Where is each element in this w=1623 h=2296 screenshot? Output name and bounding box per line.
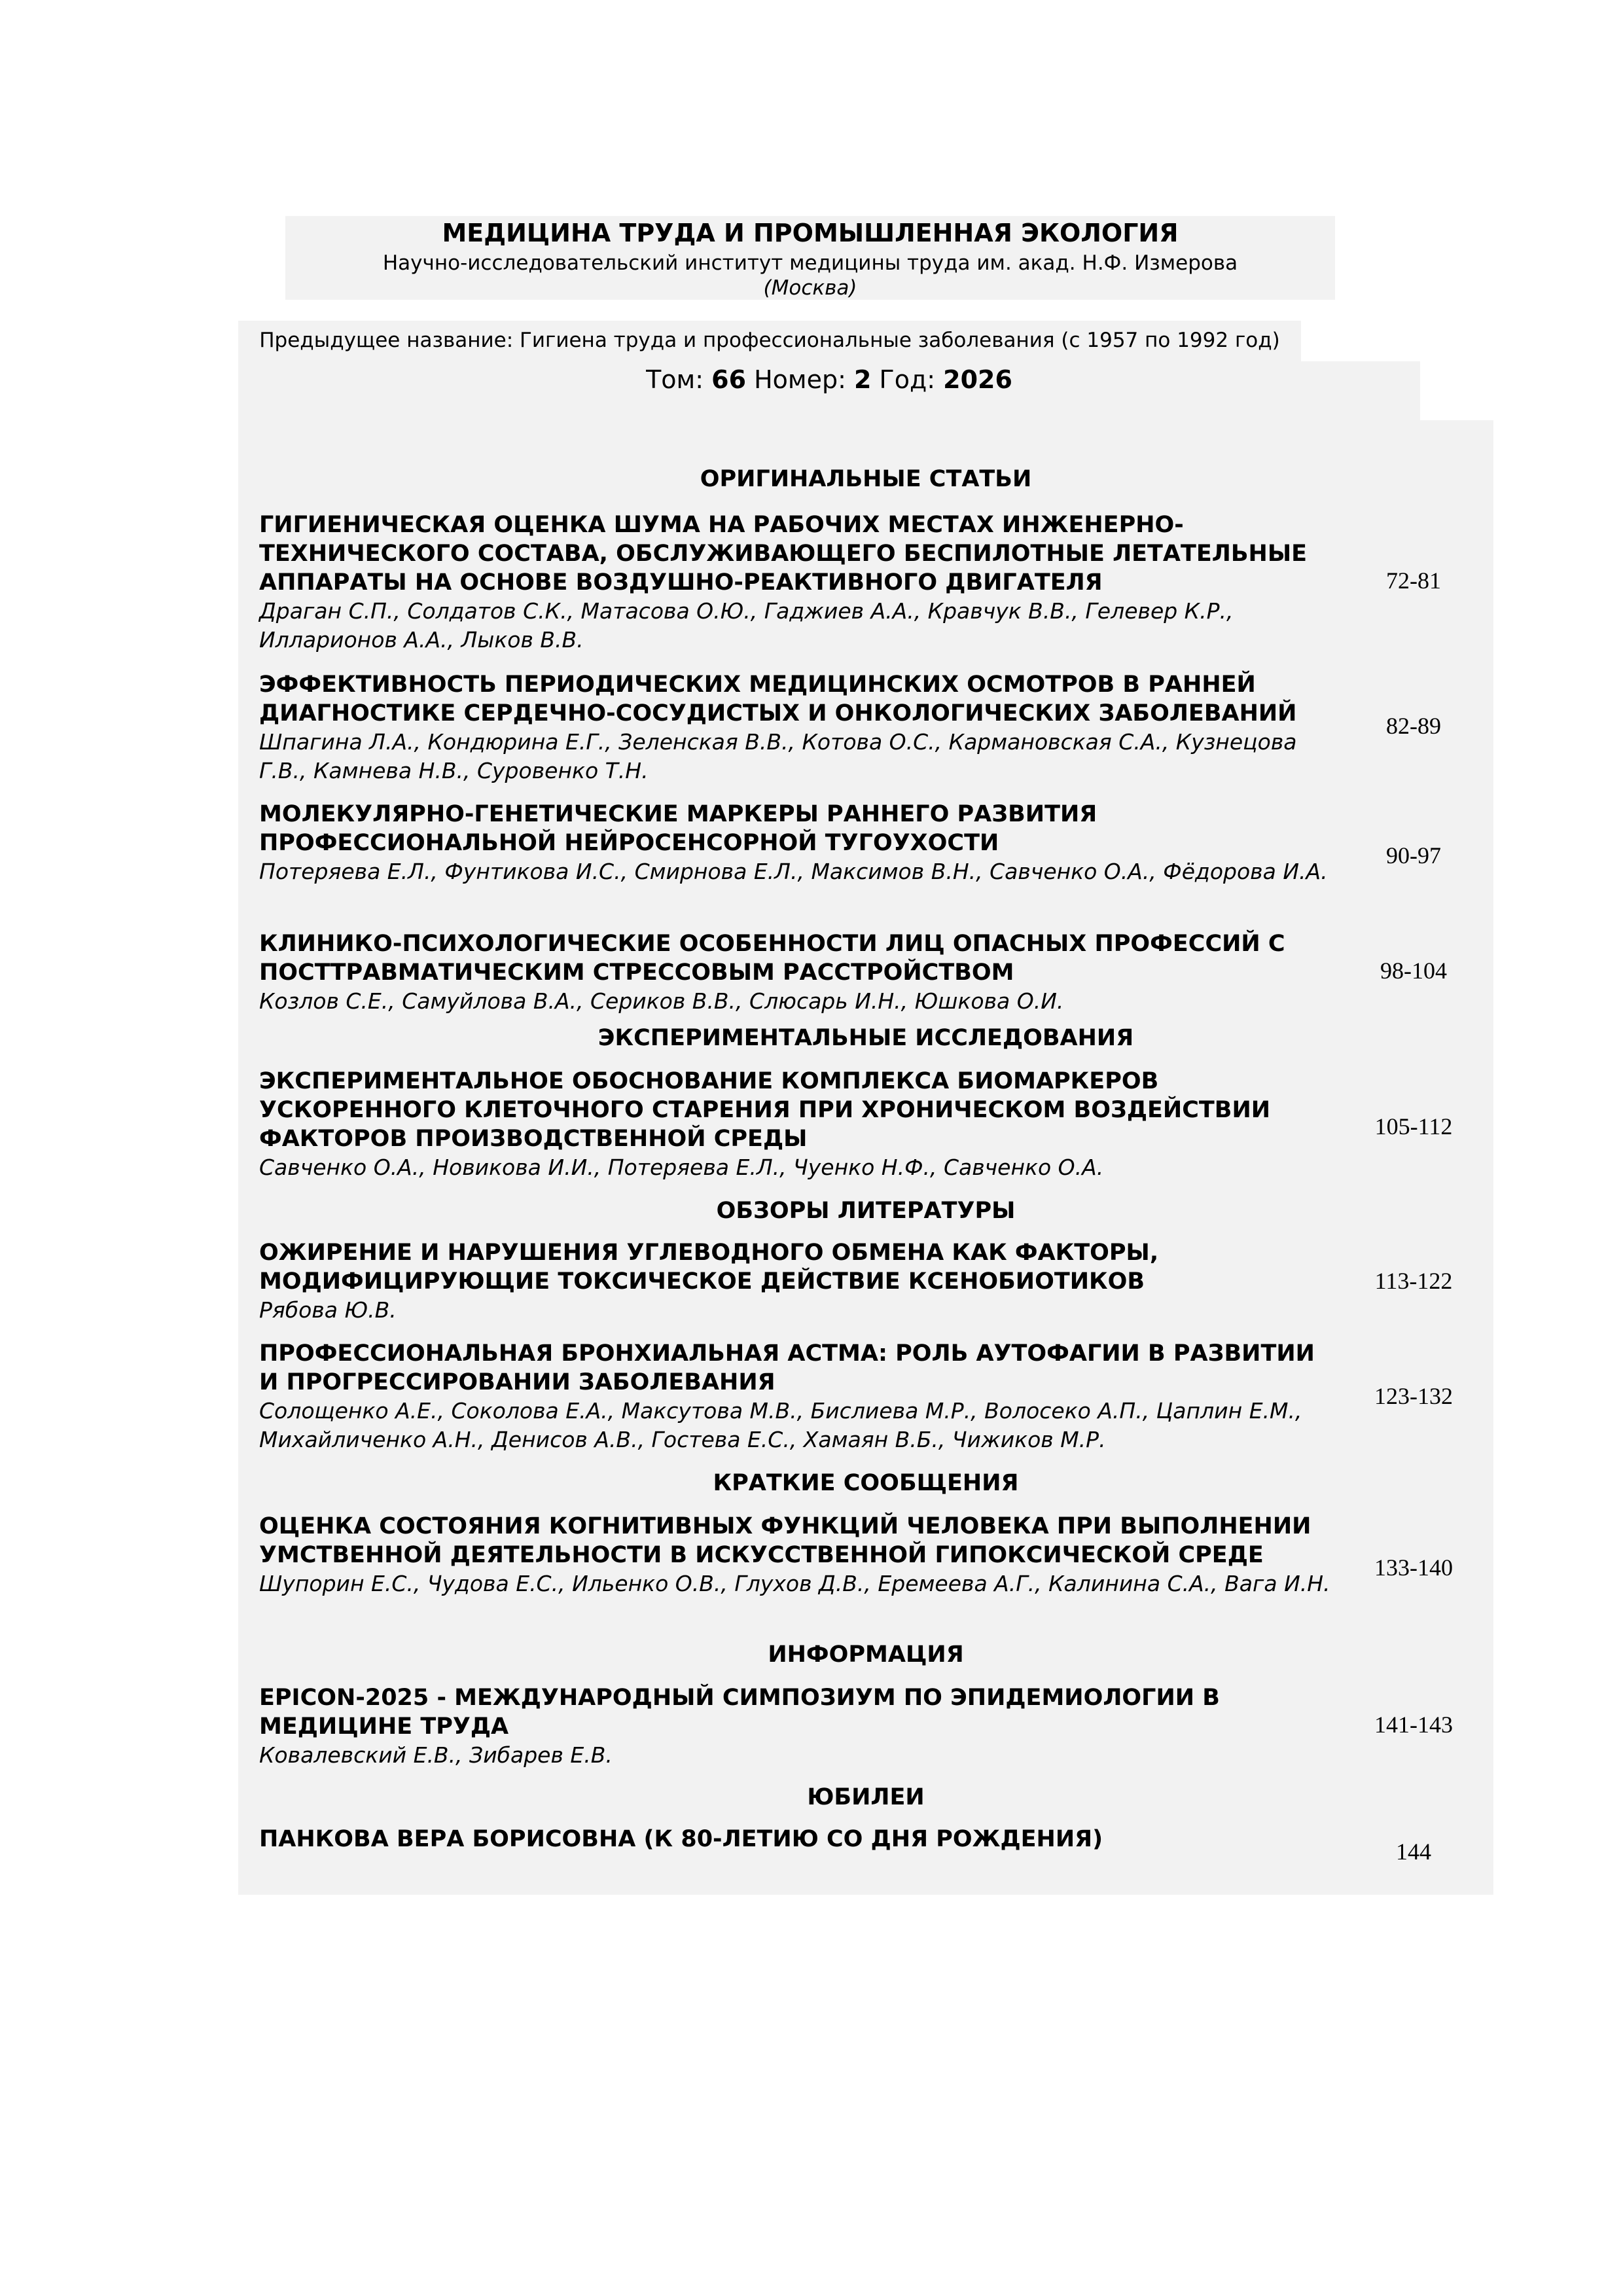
volume-issue-year [238, 365, 1420, 394]
article-authors: Рябова Ю.В. [259, 1297, 397, 1323]
section-heading: КРАТКИЕ СООБЩЕНИЯ [713, 1470, 1019, 1496]
article-pages: 133-140 [1374, 1554, 1453, 1581]
section-heading: ЭКСПЕРИМЕНТАЛЬНЫЕ ИССЛЕДОВАНИЯ [597, 1025, 1134, 1051]
toc-article[interactable] [259, 1825, 1332, 1854]
article-authors: Шупорин Е.С., Чудова Е.С., Ильенко О.В., Глухов Д.В., Еремеева А.Г., Калинина С.А., Вага И.Н. [259, 1571, 1330, 1596]
article-authors: Козлов С.Е., Самуйлова В.А., Сериков В.В., Слюсарь И.Н., Юшкова О.И. [259, 988, 1064, 1014]
article-title[interactable]: ЭКСПЕРИМЕНТАЛЬНОЕ ОБОСНОВАНИЕ КОМПЛЕКСА БИОМАРКЕРОВ УСКОРЕННОГО КЛЕТОЧНОГО СТАРЕНИЯ ПРИ ХРОНИЧЕСКОМ ВОЗДЕЙСТВИИ ФАКТОРОВ ПРОИЗВОДСТВЕННОЙ СРЕДЫ [259, 1068, 1271, 1152]
toc-article[interactable] [259, 1067, 1332, 1182]
article-pages: 105-112 [1374, 1113, 1453, 1139]
section-heading: ОБЗОРЫ ЛИТЕРАТУРЫ [716, 1198, 1016, 1224]
article-title[interactable]: ОЦЕНКА СОСТОЯНИЯ КОГНИТИВНЫХ ФУНКЦИЙ ЧЕЛОВЕКА ПРИ ВЫПОЛНЕНИИ УМСТВЕННОЙ ДЕЯТЕЛЬНОСТИ В ИСКУССТВЕННОЙ ГИПОКСИЧЕСКОЙ СРЕДЕ [259, 1513, 1311, 1568]
section-heading: ИНФОРМАЦИЯ [768, 1641, 964, 1668]
toc-article[interactable] [259, 929, 1332, 1016]
article-pages: 72-81 [1386, 567, 1441, 594]
toc-article[interactable] [259, 1683, 1332, 1770]
article-title[interactable]: ГИГИЕНИЧЕСКАЯ ОЦЕНКА ШУМА НА РАБОЧИХ МЕСТАХ ИНЖЕНЕРНО-ТЕХНИЧЕСКОГО СОСТАВА, ОБСЛУЖИВАЮЩЕГО БЕСПИЛОТНЫЕ ЛЕТАТЕЛЬНЫЕ АППАРАТЫ НА ОСНОВЕ ВОЗДУШНО-РЕАКТИВНОГО ДВИГАТЕЛЯ [259, 512, 1308, 596]
article-title[interactable]: ОЖИРЕНИЕ И НАРУШЕНИЯ УГЛЕВОДНОГО ОБМЕНА КАК ФАКТОРЫ, МОДИФИЦИРУЮЩИЕ ТОКСИЧЕСКОЕ ДЕЙСТВИЕ КСЕНОБИОТИКОВ [259, 1240, 1159, 1295]
article-pages: 141-143 [1374, 1712, 1453, 1738]
volume-number: 66 [711, 365, 747, 394]
toc-article[interactable] [259, 670, 1332, 785]
article-title[interactable]: EPICON-2025 - МЕЖДУНАРОДНЫЙ СИМПОЗИУМ ПО ЭПИДЕМИОЛОГИИ В МЕДИЦИНЕ ТРУДА [259, 1685, 1220, 1740]
year-label: Год: [879, 365, 936, 394]
year-value: 2026 [943, 365, 1012, 394]
article-authors: Савченко О.А., Новикова И.И., Потеряева Е.Л., Чуенко Н.Ф., Савченко О.А. [259, 1155, 1104, 1180]
article-pages: 123-132 [1374, 1383, 1453, 1409]
article-pages: 144 [1396, 1839, 1431, 1865]
article-pages: 82-89 [1386, 713, 1441, 739]
article-pages: 90-97 [1386, 842, 1441, 869]
article-authors: Потеряева Е.Л., Фунтикова И.С., Смирнова Е.Л., Максимов В.Н., Савченко О.А., Фёдорова И.А. [259, 859, 1328, 884]
article-title[interactable]: ПРОФЕССИОНАЛЬНАЯ БРОНХИАЛЬНАЯ АСТМА: РОЛЬ АУТОФАГИИ В РАЗВИТИИ И ПРОГРЕССИРОВАНИИ ЗАБОЛЕВАНИЯ [259, 1340, 1315, 1395]
volume-label: Том: [646, 365, 704, 394]
article-authors: Драган С.П., Солдатов С.К., Матасова О.Ю., Гаджиев А.А., Кравчук В.В., Гелевер К.Р., Илларионов А.А., Лыков В.В. [259, 598, 1234, 653]
article-pages: 98-104 [1380, 958, 1447, 984]
city: (Москва) [763, 276, 857, 300]
article-authors: Шпагина Л.А., Кондюрина Е.Г., Зеленская В.В., Котова О.С., Кармановская С.А., Кузнецова Г.В., Камнева Н.В., Суровенко Т.Н. [259, 729, 1297, 783]
toc-article[interactable] [259, 511, 1332, 655]
toc-article[interactable] [259, 800, 1332, 886]
article-pages: 113-122 [1374, 1268, 1453, 1294]
institute-name: Научно-исследовательский институт медицины труда им. акад. Н.Ф. Измерова [382, 251, 1238, 275]
issue-label: Номер: [754, 365, 846, 394]
toc-article[interactable] [259, 1339, 1332, 1454]
section-heading: ОРИГИНАЛЬНЫЕ СТАТЬИ [700, 466, 1032, 492]
toc-article[interactable] [259, 1238, 1332, 1325]
issue-number: 2 [854, 365, 872, 394]
article-title[interactable]: ПАНКОВА ВЕРА БОРИСОВНА (К 80-ЛЕТИЮ СО ДНЯ РОЖДЕНИЯ) [259, 1826, 1103, 1852]
article-title[interactable]: МОЛЕКУЛЯРНО-ГЕНЕТИЧЕСКИЕ МАРКЕРЫ РАННЕГО РАЗВИТИЯ ПРОФЕССИОНАЛЬНОЙ НЕЙРОСЕНСОРНОЙ ТУГОУХОСТИ [259, 801, 1097, 856]
article-title[interactable]: ЭФФЕКТИВНОСТЬ ПЕРИОДИЧЕСКИХ МЕДИЦИНСКИХ ОСМОТРОВ В РАННЕЙ ДИАГНОСТИКЕ СЕРДЕЧНО-СОСУДИСТЫХ И ОНКОЛОГИЧЕСКИХ ЗАБОЛЕВАНИЙ [259, 672, 1297, 726]
toc-article[interactable] [259, 1512, 1332, 1598]
journal-title: МЕДИЦИНА ТРУДА И ПРОМЫШЛЕННАЯ ЭКОЛОГИЯ [442, 219, 1179, 247]
article-authors: Солощенко А.Е., Соколова Е.А., Максутова М.В., Бислиева М.Р., Волосеко А.П., Цаплин Е.М., Михайличенко А.Н., Денисов А.В., Гостева Е.С., Хамаян В.Б., Чижиков М.Р. [259, 1398, 1302, 1452]
section-heading: ЮБИЛЕИ [807, 1784, 925, 1810]
article-authors: Ковалевский Е.В., Зибарев Е.В. [259, 1742, 613, 1768]
previous-name: Предыдущее название: Гигиена труда и профессиональные заболевания (с 1957 по 1992 год) [259, 329, 1280, 352]
article-title[interactable]: КЛИНИКО-ПСИХОЛОГИЧЕСКИЕ ОСОБЕННОСТИ ЛИЦ ОПАСНЫХ ПРОФЕССИЙ С ПОСТТРАВМАТИЧЕСКИМ СТРЕССОВЫМ РАССТРОЙСТВОМ [259, 931, 1285, 986]
